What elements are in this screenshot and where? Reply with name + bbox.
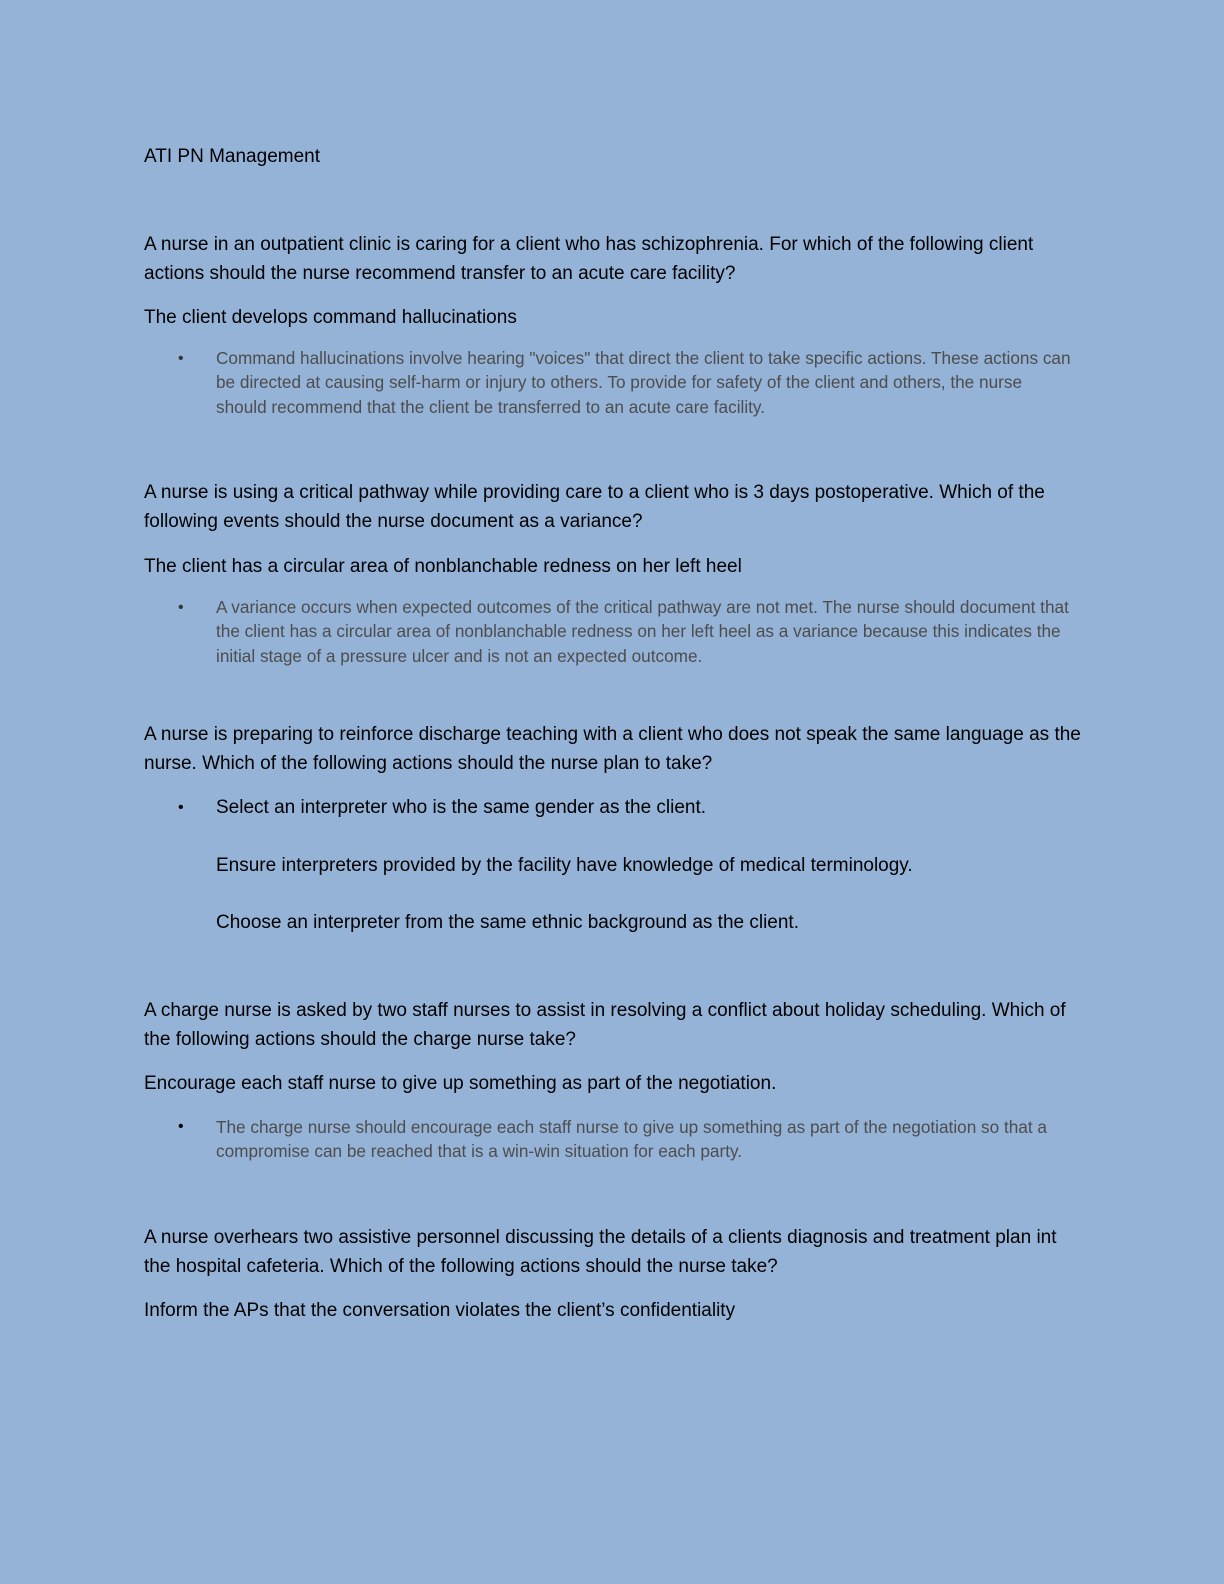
bullet-icon: • (178, 350, 184, 367)
answer-2: The client has a circular area of nonblanchable redness on her left heel (144, 556, 742, 577)
explanation-4: The charge nurse should encourage each staff nurse to give up something as part of the negotiation so that a compromise can be reached that is a win-win situation for each party. (216, 1117, 1047, 1162)
answer-4: Encourage each staff nurse to give up something as part of the negotiation. (144, 1073, 777, 1094)
document-page (144, 0, 1084, 1584)
answer-1: The client develops command hallucinations (144, 307, 517, 328)
explanation-1: Command hallucinations involve hearing "voices" that direct the client to take specific actions. These actions can be directed at causing self-harm or injury to others. To provide for safety of the client and others, the nurse should recommend that the client be transferred to an acute care facility. (216, 348, 1071, 417)
bullet-icon: • (178, 599, 184, 616)
question-4: A charge nurse is asked by two staff nurses to assist in resolving a conflict about holiday scheduling. Which of the following actions should the charge nurse take? (144, 1000, 1066, 1050)
option-3: Choose an interpreter from the same ethnic background as the client. (216, 912, 799, 933)
document-title: ATI PN Management (144, 146, 321, 167)
bullet-icon: • (178, 799, 184, 816)
option-1: Select an interpreter who is the same gender as the client. (216, 797, 707, 818)
answer-5: Inform the APs that the conversation violates the client’s confidentiality (144, 1300, 736, 1321)
question-1: A nurse in an outpatient clinic is caring for a client who has schizophrenia. For which of the following client actions should the nurse recommend transfer to an acute care facility? (144, 234, 1034, 284)
explanation-2: A variance occurs when expected outcomes of the critical pathway are not met. The nurse should document that the client has a circular area of nonblanchable redness on her left heel as a variance because this indicates the initial stage of a pressure ulcer and is not an expected outcome. (216, 597, 1069, 666)
bullet-icon: • (178, 1118, 184, 1135)
question-3: A nurse is preparing to reinforce discharge teaching with a client who does not speak the same language as the nurse. Which of the following actions should the nurse plan to take? (144, 724, 1081, 774)
option-2: Ensure interpreters provided by the facility have knowledge of medical terminology. (216, 855, 913, 876)
question-5: A nurse overhears two assistive personnel discussing the details of a clients diagnosis and treatment plan int the hospital cafeteria. Which of the following actions should the nurse take? (144, 1227, 1057, 1277)
question-2: A nurse is using a critical pathway while providing care to a client who is 3 days postoperative. Which of the following events should the nurse document as a variance? (144, 482, 1045, 532)
